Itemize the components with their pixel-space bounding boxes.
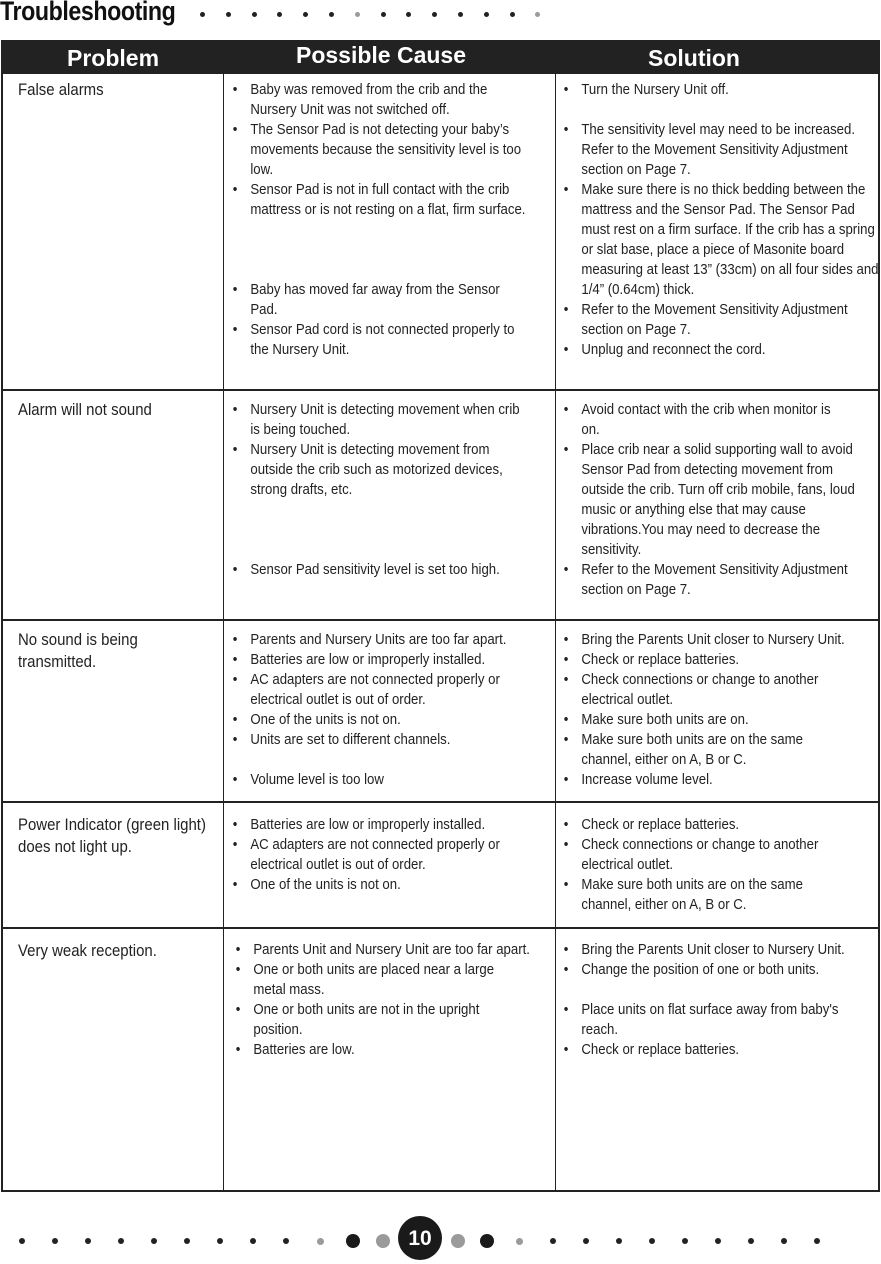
list-item: • Parents Unit and Nursery Unit are too far apart. bbox=[234, 940, 551, 960]
list-item: • Batteries are low. bbox=[234, 1040, 551, 1060]
list-item: • One or both units are placed near a large metal mass. bbox=[234, 960, 517, 1000]
header-possible-cause: Possible Cause bbox=[296, 42, 467, 68]
list-item: • Make sure both units are on the same channel, either on A, B or C. bbox=[562, 875, 845, 915]
decorative-dot bbox=[781, 1238, 787, 1244]
decorative-dot bbox=[283, 1238, 289, 1244]
decorative-dot bbox=[432, 12, 437, 17]
list-item: • Baby has moved far away from the Sensor Pad. bbox=[231, 280, 530, 320]
decorative-dot bbox=[406, 12, 411, 17]
problem-alarm-will-not-sound: Alarm will not sound bbox=[18, 400, 152, 419]
causes-power-indicator bbox=[231, 815, 530, 895]
decorative-dot bbox=[19, 1238, 25, 1244]
page-title: Troubleshooting bbox=[0, 0, 176, 26]
decorative-dot bbox=[303, 12, 308, 17]
list-item: • Place units on flat surface away from baby's reach. bbox=[562, 1000, 845, 1040]
decorative-dot bbox=[682, 1238, 688, 1244]
list-item: • Refer to the Movement Sensitivity Adjustment section on Page 7. bbox=[562, 300, 879, 340]
decorative-dot bbox=[217, 1238, 223, 1244]
problem-very-weak-reception: Very weak reception. bbox=[18, 941, 157, 960]
row-divider bbox=[3, 927, 880, 929]
decorative-dot bbox=[52, 1238, 58, 1244]
decorative-dot bbox=[252, 12, 257, 17]
list-item: • Sensor Pad sensitivity level is set too high. bbox=[231, 560, 530, 580]
decorative-dot bbox=[85, 1238, 91, 1244]
list-item: • Make sure both units are on the same channel, either on A, B or C. bbox=[562, 730, 845, 770]
troubleshooting-table bbox=[1, 40, 880, 1192]
decorative-dot bbox=[329, 12, 334, 17]
decorative-dot bbox=[583, 1238, 589, 1244]
decorative-dot bbox=[535, 12, 540, 17]
list-item: • Check or replace batteries. bbox=[562, 1040, 879, 1060]
decorative-dot bbox=[250, 1238, 256, 1244]
list-item: • Make sure both units are on. bbox=[562, 710, 879, 730]
decorative-dot bbox=[184, 1238, 190, 1244]
list-item: • Check connections or change to another electrical outlet. bbox=[562, 670, 845, 710]
list-item: • Bring the Parents Unit closer to Nursery Unit. bbox=[562, 940, 879, 960]
list-item: • Place crib near a solid supporting wall to avoid Sensor Pad from detecting movement from outside the crib. Turn off crib mobile, fans, loud music or anything else that may cause vibrations.You may need to decrease the sensitivity. bbox=[562, 440, 865, 560]
list-item: • The sensitivity level may need to be increased. Refer to the Movement Sensitivity Adjustment section on Page 7. bbox=[562, 120, 879, 180]
solutions-no-sound bbox=[562, 630, 879, 790]
list-item: • Sensor Pad cord is not connected properly to the Nursery Unit. bbox=[231, 320, 530, 360]
list-item: • Batteries are low or improperly installed. bbox=[231, 815, 530, 835]
decorative-dot bbox=[516, 1238, 523, 1245]
decorative-dot bbox=[480, 1234, 494, 1248]
column-divider bbox=[223, 74, 224, 1190]
list-item: • Units are set to different channels. bbox=[231, 730, 530, 750]
column-divider bbox=[555, 74, 556, 1192]
list-item: • One of the units is not on. bbox=[231, 875, 530, 895]
solutions-very-weak-reception bbox=[562, 940, 879, 1060]
problem-power-indicator: Power Indicator (green light) does not light up. bbox=[18, 815, 206, 856]
decorative-dot bbox=[814, 1238, 820, 1244]
solutions-false-alarms bbox=[562, 80, 879, 360]
row-divider bbox=[3, 619, 880, 621]
list-item: • Change the position of one or both units. bbox=[562, 960, 879, 980]
list-item: • Volume level is too low bbox=[231, 770, 530, 790]
list-item: • AC adapters are not connected properly or electrical outlet is out of order. bbox=[231, 835, 530, 875]
row-divider bbox=[3, 801, 880, 803]
list-item: • Nursery Unit is detecting movement when crib is being touched. bbox=[231, 400, 530, 440]
causes-very-weak-reception bbox=[234, 940, 551, 1060]
list-item: • Baby was removed from the crib and the Nursery Unit was not switched off. bbox=[231, 80, 530, 120]
decorative-dot bbox=[451, 1234, 465, 1248]
decorative-dot bbox=[277, 12, 282, 17]
list-item: • Sensor Pad is not in full contact with the crib mattress or is not resting on a flat, firm surface. bbox=[231, 180, 530, 220]
decorative-dot bbox=[118, 1238, 124, 1244]
list-item: • Batteries are low or improperly installed. bbox=[231, 650, 530, 670]
solutions-alarm-will-not-sound bbox=[562, 400, 879, 600]
list-item: • Avoid contact with the crib when monitor is on. bbox=[562, 400, 845, 440]
list-item: • Check or replace batteries. bbox=[562, 815, 879, 835]
problem-false-alarms: False alarms bbox=[18, 80, 104, 99]
decorative-dot bbox=[550, 1238, 556, 1244]
problem-no-sound: No sound is being transmitted. bbox=[18, 630, 138, 671]
solutions-power-indicator bbox=[562, 815, 879, 915]
table-header bbox=[3, 40, 878, 74]
causes-alarm-will-not-sound bbox=[231, 400, 530, 580]
causes-false-alarms bbox=[231, 80, 530, 360]
decorative-dot bbox=[346, 1234, 360, 1248]
list-item: • Make sure there is no thick bedding between the mattress and the Sensor Pad. The Sensor Pad must rest on a firm surface. If the crib has a spring or slat base, place a piece of Masonite board measuring at least 13” (33cm) on all four sides and 1/4” (0.64cm) thick. bbox=[562, 180, 879, 300]
decorative-dot bbox=[226, 12, 231, 17]
list-item: • AC adapters are not connected properly or electrical outlet is out of order. bbox=[231, 670, 530, 710]
list-item: • Turn the Nursery Unit off. bbox=[562, 80, 879, 100]
causes-no-sound bbox=[231, 630, 530, 790]
list-item: • Nursery Unit is detecting movement from outside the crib such as motorized devices, strong drafts, etc. bbox=[231, 440, 530, 500]
list-item: • Refer to the Movement Sensitivity Adjustment section on Page 7. bbox=[562, 560, 879, 600]
decorative-dot bbox=[151, 1238, 157, 1244]
list-item: • Bring the Parents Unit closer to Nursery Unit. bbox=[562, 630, 879, 650]
decorative-dot bbox=[748, 1238, 754, 1244]
header-problem: Problem bbox=[67, 45, 160, 71]
list-item: • One or both units are not in the upright position. bbox=[234, 1000, 517, 1040]
page-number: 10 bbox=[398, 1216, 442, 1260]
list-item: • Check or replace batteries. bbox=[562, 650, 879, 670]
header-solution: Solution bbox=[648, 45, 740, 71]
decorative-dot bbox=[355, 12, 360, 17]
decorative-dot bbox=[376, 1234, 390, 1248]
decorative-dot bbox=[200, 12, 205, 17]
decorative-dot bbox=[381, 12, 386, 17]
decorative-dot bbox=[510, 12, 515, 17]
list-item: • Check connections or change to another electrical outlet. bbox=[562, 835, 845, 875]
decorative-dot bbox=[458, 12, 463, 17]
decorative-dot bbox=[484, 12, 489, 17]
row-divider bbox=[3, 389, 880, 391]
decorative-dot bbox=[616, 1238, 622, 1244]
list-item: • Unplug and reconnect the cord. bbox=[562, 340, 879, 360]
list-item: • One of the units is not on. bbox=[231, 710, 530, 730]
decorative-dot bbox=[317, 1238, 324, 1245]
list-item: • The Sensor Pad is not detecting your baby’s movements because the sensitivity level is too low. bbox=[231, 120, 530, 180]
list-item: • Increase volume level. bbox=[562, 770, 879, 790]
list-item: • Parents and Nursery Units are too far apart. bbox=[231, 630, 530, 650]
decorative-dot bbox=[715, 1238, 721, 1244]
decorative-dot bbox=[649, 1238, 655, 1244]
